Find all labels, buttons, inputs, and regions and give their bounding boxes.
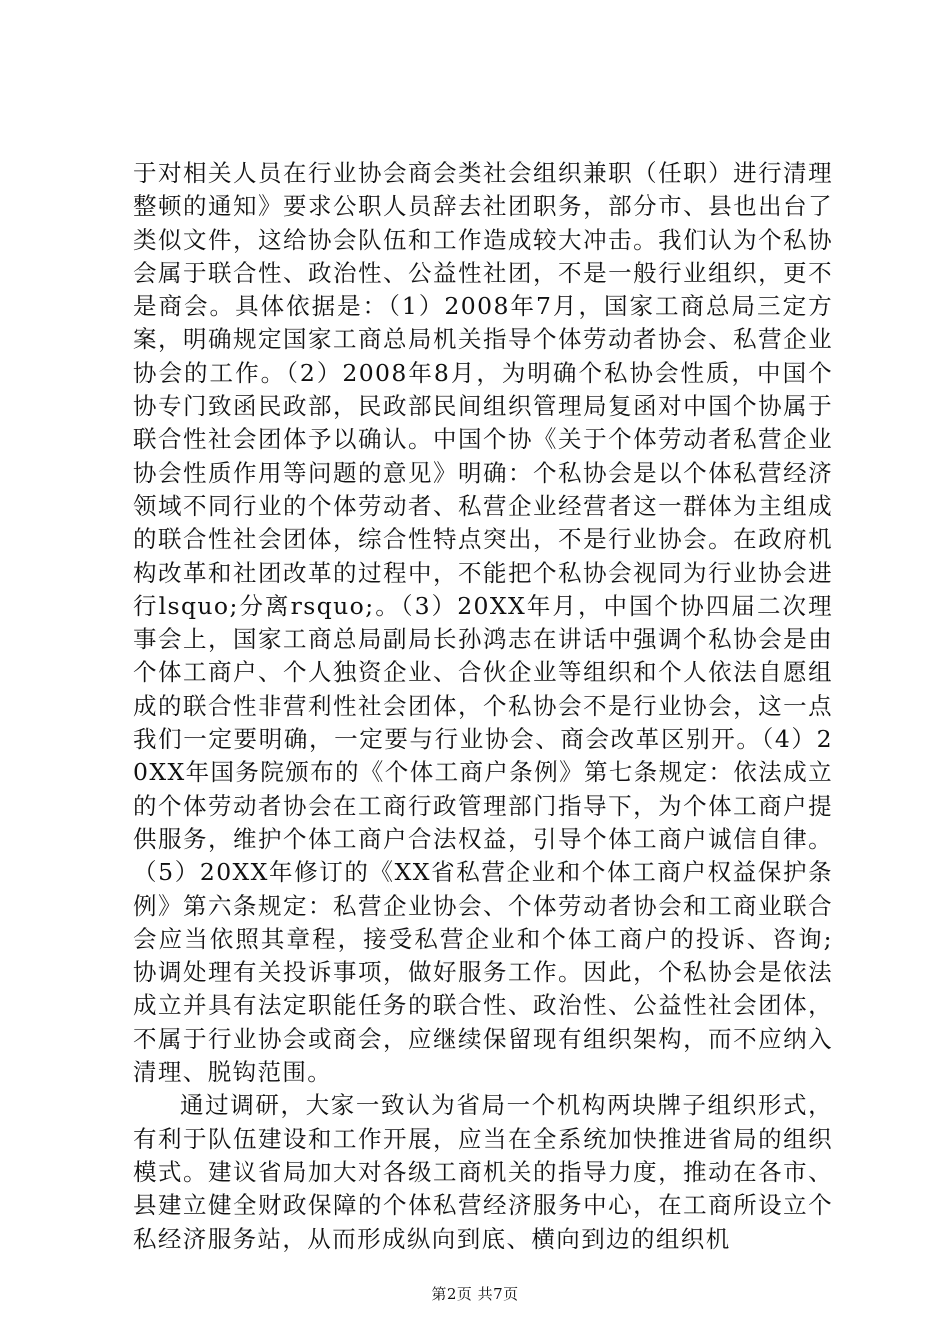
document-body [133, 157, 833, 1256]
page-number-footer: 第2页 共7页 [431, 1285, 519, 1303]
paragraph-continuation: 于对相关人员在行业协会商会类社会组织兼职（任职）进行清理整顿的通知》要求公职人员辞去社团职务，部分市、县也出台了类似文件，这给协会队伍和工作造成较大冲击。我们认为个私协会属于联合性、政治性、公益性社团，不是一般行业组织，更不是商会。具体依据是：（1）2008年7月，国家工商总局三定方案，明确规定国家工商总局机关指导个体劳动者协会、私营企业协会的工作。（2）2008年8月，为明确个私协会性质，中国个协专门致函民政部，民政部民间组织管理局复函对中国个协属于联合性社会团体予以确认。中国个协《关于个体劳动者私营企业协会性质作用等问题的意见》明确：个私协会是以个体私营经济领域不同行业的个体劳动者、私营企业经营者这一群体为主组成的联合性社会团体，综合性特点突出，不是行业协会。在政府机构改革和社团改革的过程中，不能把个私协会视同为行业协会进行lsquo;分离rsquo;。（3）20XX年月，中国个协四届二次理事会上，国家工商总局副局长孙鸿志在讲话中强调个私协会是由个体工商户、个人独资企业、合伙企业等组织和个人依法自愿组成的联合性非营利性社会团体，个私协会不是行业协会，这一点我们一定要明确，一定要与行业协会、商会改革区别开。（4）20XX年国务院颁布的《个体工商户条例》第七条规定：依法成立的个体劳动者协会在工商行政管理部门指导下，为个体工商户提供服务，维护个体工商户合法权益，引导个体工商户诚信自律。（5）20XX年修订的《XX省私营企业和个体工商户权益保护条例》第六条规定：私营企业协会、个体劳动者协会和工商业联合会应当依照其章程，接受私营企业和个体工商户的投诉、咨询;协调处理有关投诉事项，做好服务工作。因此，个私协会是依法成立并具有法定职能任务的联合性、政治性、公益性社会团体，不属于行业协会或商会，应继续保留现有组织架构，而不应纳入清理、脱钩范围。 [133, 159, 834, 1087]
paragraph-survey-conclusion: 通过调研，大家一致认为省局一个机构两块牌子组织形式，有利于队伍建设和工作开展，应当在全系统加快推进省局的组织模式。建议省局加大对各级工商机关的指导力度，推动在各市、县建立健全财政保障的个体私营经济服务中心，在工商所设立个私经济服务站，从而形成纵向到底、横向到边的组织机 [133, 1091, 833, 1253]
